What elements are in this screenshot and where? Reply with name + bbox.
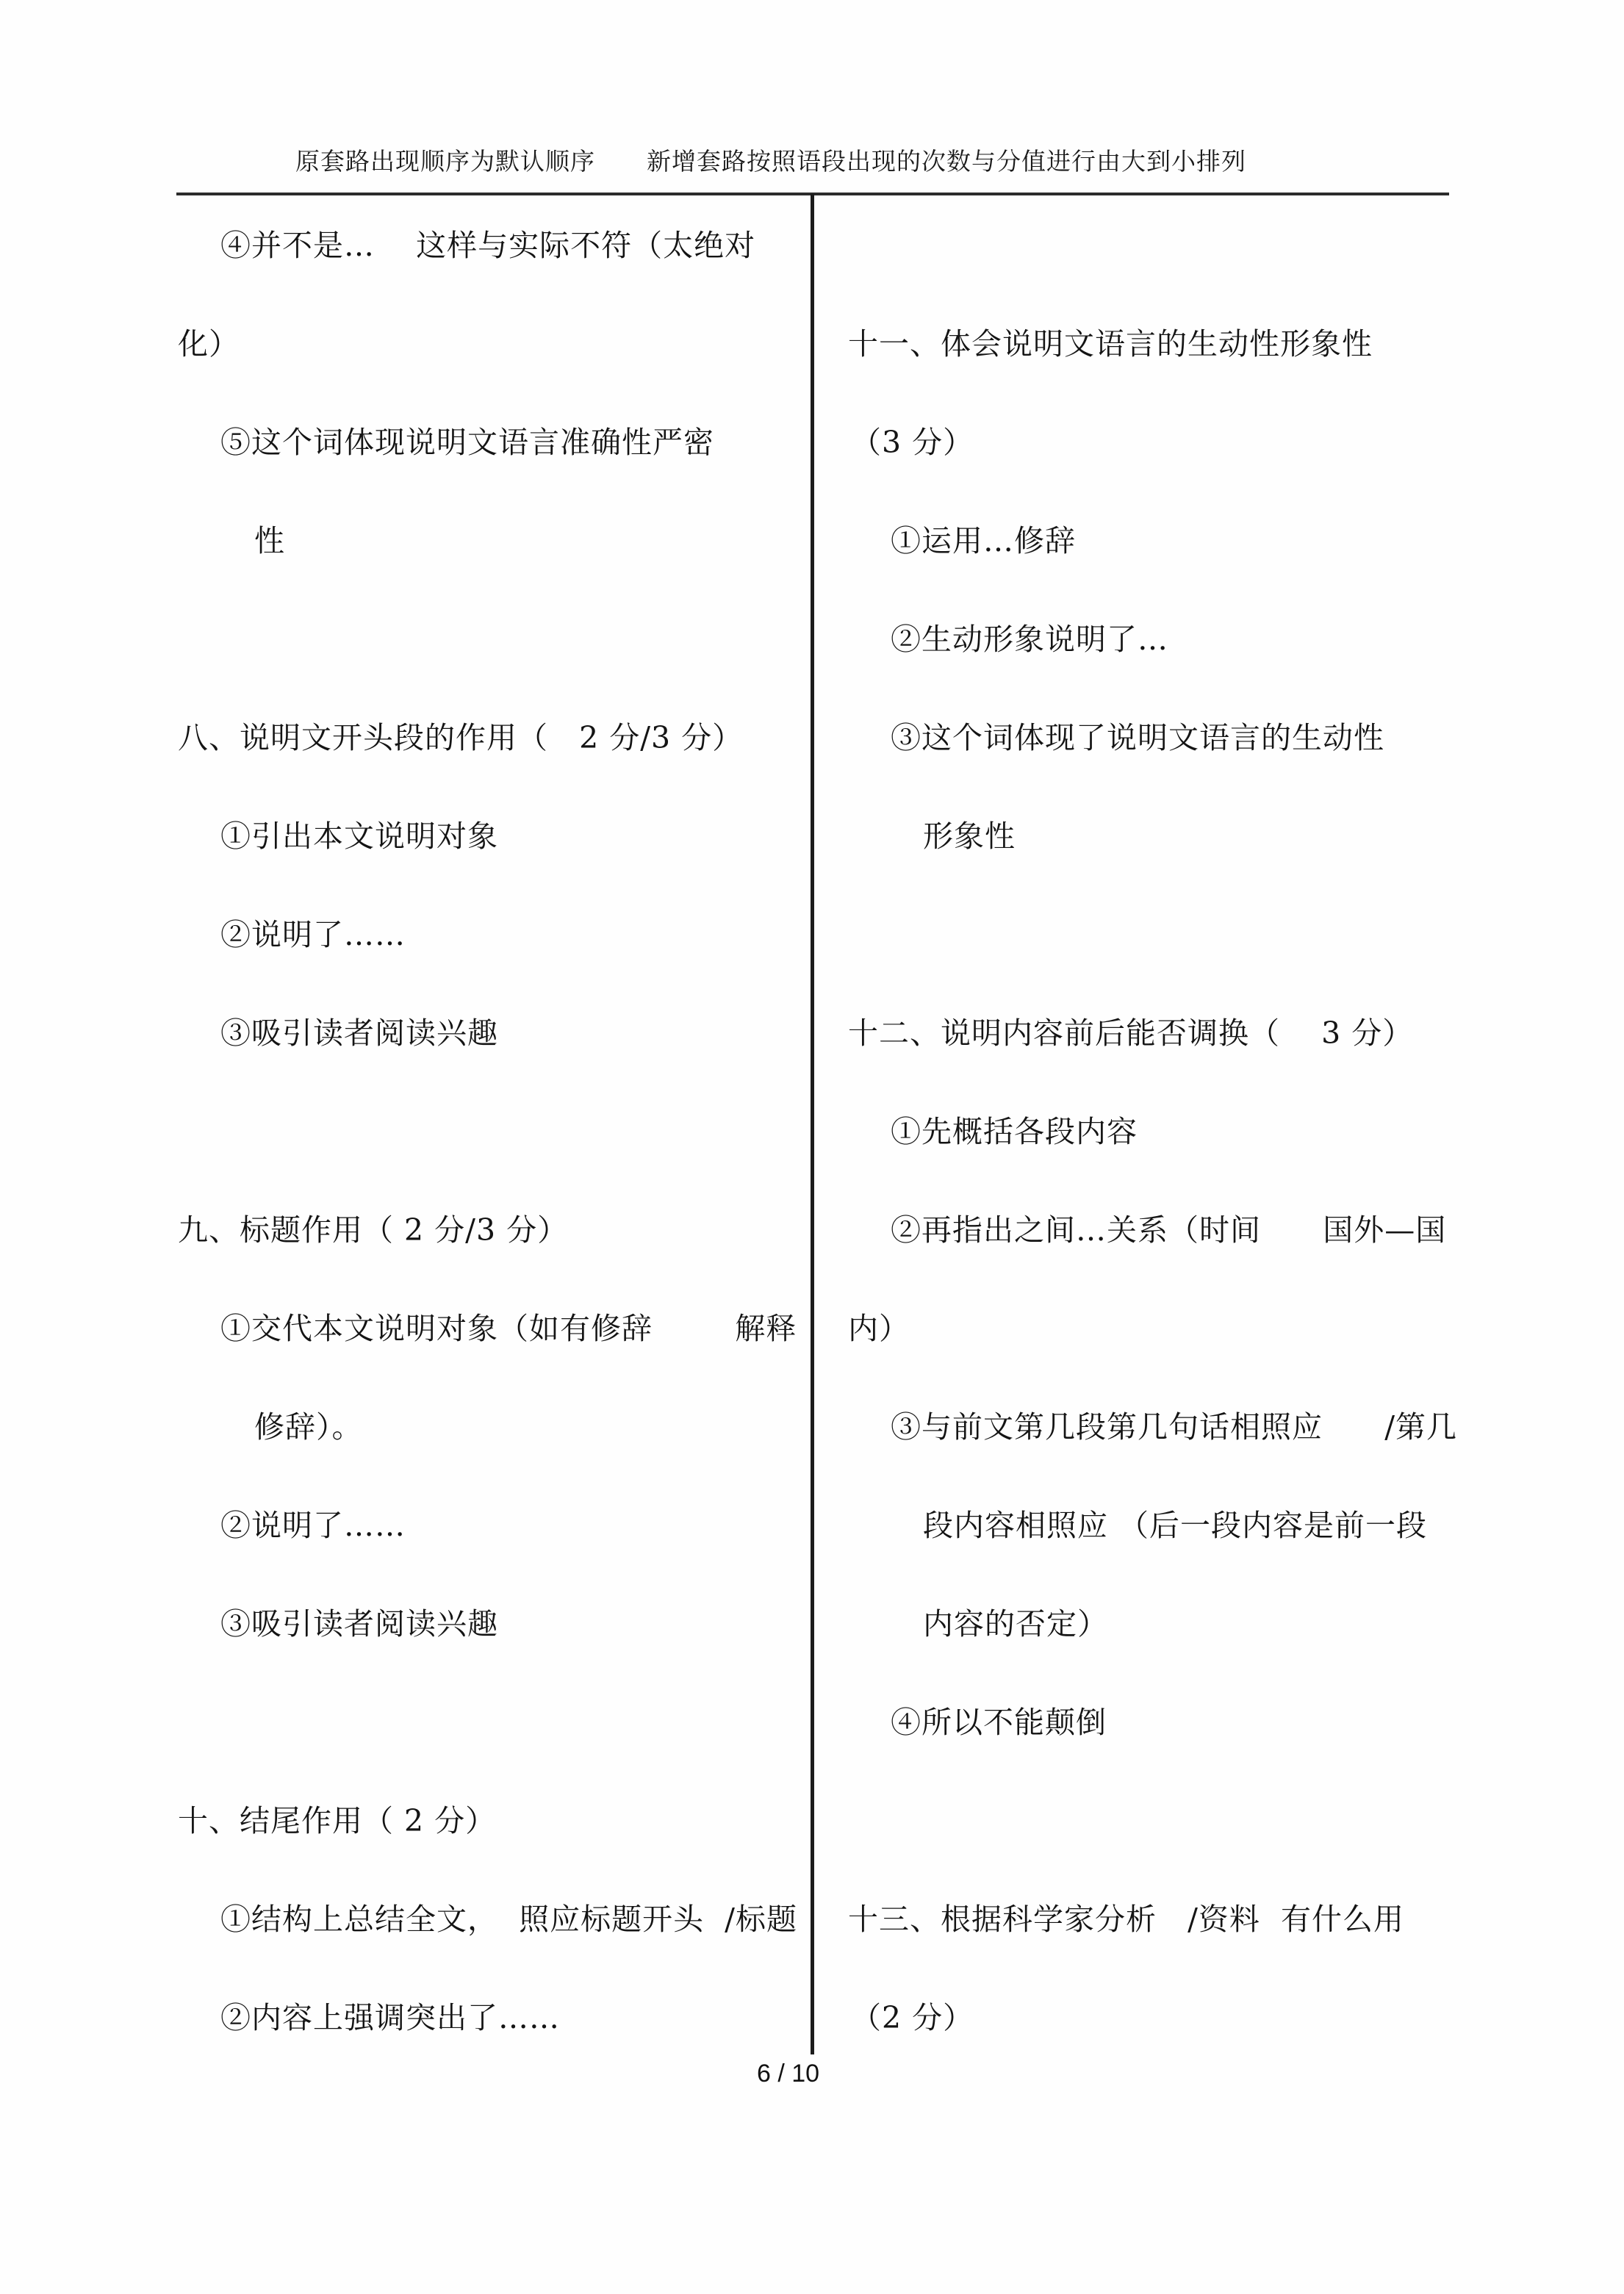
list-item: ③吸引读者阅读兴趣: [220, 1606, 498, 1642]
list-item: 段内容相照应 （后一段内容是前一段: [923, 1508, 1428, 1543]
list-item: ⑤这个词体现说明文语言准确性严密: [220, 425, 714, 460]
list-item: ④所以不能颠倒: [891, 1705, 1107, 1740]
list-item: ③与前文第几段第几句话相照应 /第几: [891, 1409, 1458, 1445]
list-item: 内）: [848, 1311, 910, 1346]
list-item: ①引出本文说明对象: [220, 819, 498, 854]
list-item: ②说明了……: [220, 917, 406, 952]
section-heading-11: 十一、体会说明文语言的生动性形象性: [848, 326, 1373, 362]
section-heading-12: 十二、说明内容前后能否调换（ 3 分）: [848, 1015, 1414, 1051]
list-item: ②内容上强调突出了……: [220, 2000, 560, 2035]
column-divider: [811, 194, 814, 2054]
list-item: 修辞）。: [254, 1409, 363, 1445]
section-heading-10: 十、结尾作用（ 2 分）: [178, 1803, 497, 1838]
section-heading-8: 八、说明文开头段的作用（ 2 分/3 分）: [178, 720, 744, 755]
list-item: ②再指出之间…关系（时间 国外—国: [891, 1212, 1447, 1248]
section-score: （2 分）: [851, 2000, 974, 2035]
list-item: ①结构上总结全文， 照应标题开头 /标题: [220, 1902, 797, 1937]
list-item: ②生动形象说明了…: [891, 622, 1168, 657]
list-item: ①运用…修辞: [891, 523, 1076, 558]
list-item: ③吸引读者阅读兴趣: [220, 1015, 498, 1051]
list-item: ③这个词体现了说明文语言的生动性: [891, 720, 1384, 755]
list-item: ①交代本文说明对象（如有修辞 解释: [220, 1311, 797, 1346]
section-score: （3 分）: [851, 425, 974, 460]
list-item: 性: [254, 523, 285, 558]
list-item: ①先概括各段内容: [891, 1114, 1138, 1149]
list-item: 形象性: [923, 819, 1016, 854]
list-item: ②说明了……: [220, 1508, 406, 1543]
section-heading-13: 十三、根据科学家分析 /资料 有什么用: [848, 1902, 1404, 1937]
section-heading-9: 九、标题作用（ 2 分/3 分）: [178, 1212, 569, 1248]
header-new-order-note: 新增套路按照语段出现的次数与分值进行由大到小排列: [647, 147, 1246, 176]
header-default-order-note: 原套路出现顺序为默认顺序: [295, 147, 595, 176]
list-item: ④并不是… 这样与实际不符（太绝对: [220, 228, 756, 263]
list-item: 内容的否定）: [923, 1606, 1108, 1642]
list-item: 化）: [178, 326, 240, 362]
page-number: 6 / 10: [757, 2060, 820, 2088]
